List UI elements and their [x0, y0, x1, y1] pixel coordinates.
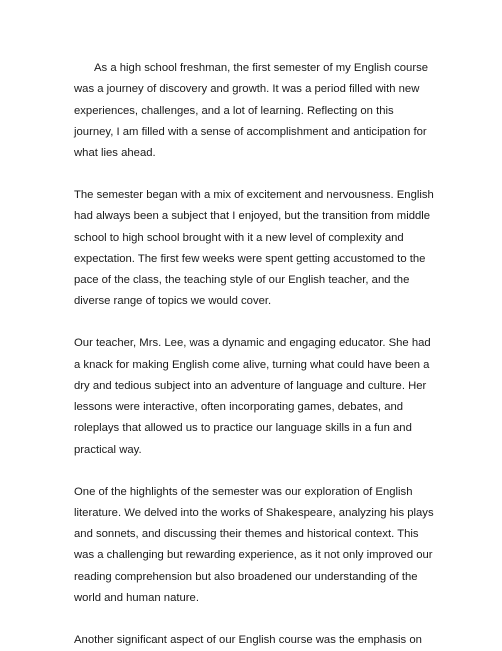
paragraph-4: One of the highlights of the semester was our exploration of English literature. We delved into the works of Shakespeare, analyzing his plays and sonnets, and discussing their themes and historical context. This was a challenging but rewarding experience, as it not only improved our reading comprehension but also broadened our understanding of the world and human nature.	[74, 485, 434, 605]
paragraph-5: Another significant aspect of our English course was the emphasis on	[74, 633, 422, 646]
paragraph-3: Our teacher, Mrs. Lee, was a dynamic and engaging educator. She had a knack for making English come alive, turning what could have been a dry and tedious subject into an adventure of language and culture. Her lessons were interactive, often incorporating games, debates, and roleplays that allowed us to practice our language skills in a fun and practical way.	[74, 337, 431, 456]
paragraph-1: As a high school freshman, the first semester of my English course was a journey of discovery and growth. It was a period filled with new experiences, challenges, and a lot of learning. Reflecting on this journey, I am filled with a sense of accomplishment and anticipation for what lies ahead.	[74, 62, 429, 160]
paragraph-2: The semester began with a mix of excitement and nervousness. English had always been a subject that I enjoyed, but the transition from middle school to high school brought with it a new level of complexity and expectation. The first few weeks were spent getting accustomed to the pace of the class, the teaching style of our English teacher, and the diverse range of topics we would cover.	[74, 188, 434, 308]
document-body	[74, 58, 436, 651]
